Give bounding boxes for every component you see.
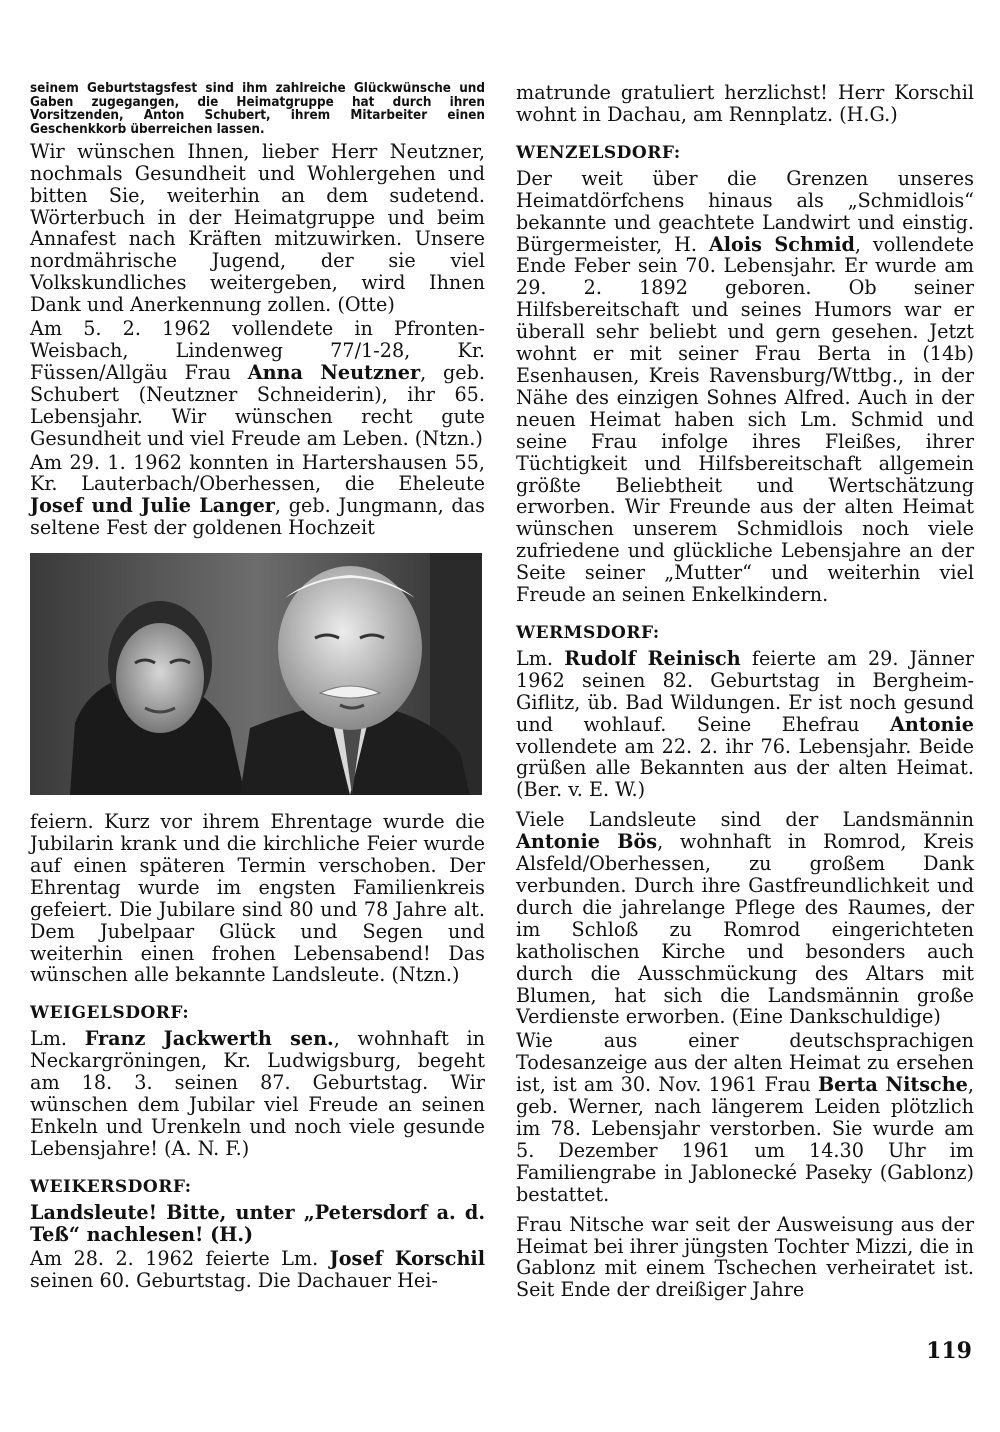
person-name: Antonie Bös [516, 830, 658, 854]
paragraph-neutzner-wishes: Wir wünschen Ihnen, lieber Herr Neutzner, nochmals Gesundheit und Wohlergehen und bitten Sie, weiterhin an dem sudetend. Wörterbuch in der Heimatgruppe und beim Annafest nach Kräften mitzuwirken. Unsere nordmährische Jugend, der sie viel Volkskundliches weitergeben, wird Ihnen Dank und Anerkennung zollen. (Otte) [30, 139, 485, 317]
left-column [30, 82, 485, 1293]
paragraph-boes: Viele Landsleute sind der Landsmännin Antonie Bös, wohnhaft in Romrod, Kreis Alsfeld/Oberhessen, zu großem Dank verbunden. Durch ihre Gastfreundlichkeit und durch die jahrelange Pflege des Raumes, der im Schloß zu Romrod eingerichteten katholischen Kirche und besonders auch durch die Ausschmückung des Altars mit Blumen, hat sich die Landsmännin große Verdienste erworben. (Eine Dankschuldige) [516, 808, 974, 1029]
paragraph-langer-continued: feiern. Kurz vor ihrem Ehrentage wurde die Jubilarin krank und die kirchliche Feier wurde auf einen späteren Termin verschoben. Der Ehrentag wurde im engsten Familienkreis gefeiert. Die Jubilare sind 80 und 78 Jahre alt. Dem Jubelpaar Glück und Segen und weiterhin einen frohen Lebensabend! Das wünschen alle bekannte Landsleute. (Ntzn.) [30, 810, 485, 987]
paragraph-reinisch: Lm. Rudolf Reinisch feierte am 29. Jänner 1962 seinen 82. Geburtstag in Bergheim-Giflitz, üb. Bad Wildungen. Er ist noch gesund und wohlauf. Seine Ehefrau Antonie vollendete am 22. 2. ihr 76. Lebensjahr. Beide grüßen alle Bekannten aus der alten Heimat. (Ber. v. E. W.) [516, 646, 975, 802]
couple-photo [30, 553, 482, 795]
person-name: Anna Neutzner [247, 360, 421, 384]
heading-weigelsdorf: WEIGELSDORF: [30, 1003, 190, 1024]
heading-weikersdorf: WEIKERSDORF: [30, 1176, 192, 1197]
paragraph-langer: Am 29. 1. 1962 konnten in Hartershausen 55, Kr. Lauterbach/Oberhessen, die Eheleute Josef und Julie Langer, geb. Jungmann, das seltene Fest der goldenen Hochzeit [30, 450, 486, 540]
person-name: Josef Korschil [329, 1246, 485, 1270]
page-number: 119 [926, 1338, 972, 1364]
heading-wenzelsdorf: WENZELSDORF: [516, 142, 681, 163]
paragraph-nitsche-continued: Frau Nitsche war seit der Ausweisung aus der Heimat bei ihrer jüngsten Tochter Mizzi, die in Gablonz mit einem Tschechen verheiratet ist. Seit Ende der dreißiger Jahre [516, 1212, 974, 1302]
person-name: Franz Jackwerth sen. [84, 1027, 334, 1051]
right-column [516, 82, 974, 1303]
paragraph-korschil-continued: matrunde gratuliert herzlichst! Herr Korschil wohnt in Dachau, am Rennplatz. (H.G.) [516, 81, 974, 126]
paragraph-anna-neutzner: Am 5. 2. 1962 vollendete in Pfronten-Weisbach, Lindenweg 77/1-28, Kr. Füssen/Allgäu Frau Anna Neutzner, geb. Schubert (Neutzner Schneiderin), ihr 65. Lebensjahr. Wir wünschen recht gute Gesundheit und viel Freude am Leben. (Ntzn.) [30, 317, 486, 450]
paragraph-korschil: Am 28. 2. 1962 feierte Lm. Josef Korschil seinen 60. Geburtstag. Die Dachauer Hei- [30, 1246, 485, 1292]
person-name: Alois Schmid [708, 232, 855, 256]
person-name: Josef und Julie Langer [30, 494, 275, 518]
paragraph-nitsche: Wie aus einer deutschsprachigen Todesanzeige aus der alten Heimat zu ersehen ist, ist am 30. Nov. 1961 Frau Berta Nitsche, geb. Werner, nach längerem Leiden plötzlich im 78. Lebensjahr verstorben. Sie wurde am 5. Dezember 1961 um 14.30 Uhr im Familiengrabe in Jablonecké Paseky (Gablonz) bestattet. [516, 1029, 974, 1206]
paragraph-schmid: Der weit über die Grenzen unseres Heimatdörfchens hinaus als „Schmidlois“ bekannte und geachtete Landwirt und einstig. Bürgermeister, H. Alois Schmid, vollendete Ende Feber sein 70. Lebensjahr. Er wurde am 29. 2. 1892 geboren. Ob seiner Hilfsbereitschaft und seines Humors war er überall sehr beliebt und gern gesehen. Jetzt wohnt er mit seiner Frau Berta in (14b) Esenhausen, Kreis Ravensburg/Wttbg., in der Nähe des einzigen Sohnes Alfred. Auch in der neuen Heimat haben sich Lm. Schmid und seine Frau infolge ihres Fleißes, ihrer Tüchtigkeit und Hilfsbereitschaft allgemein größte Beliebtheit und Wertschätzung erworben. Wir Freunde aus der alten Heimat wünschen unserem Schmidlois noch viele zufriedene und glückliche Lebensjahre an der Seite seiner „Mutter“ und weiterhin viel Freude an seinen Enkelkindern. [516, 166, 975, 607]
intro-paragraph: seinem Geburtstagsfest sind ihm zahlreiche Glückwünsche und Gaben zugegangen, die Heimatgruppe hat durch ihren Vorsitzenden, Anton Schubert, ihrem Mitarbeiter einen Geschenkkorb überreichen lassen. [30, 81, 485, 138]
paragraph-landsleute-notice: Landsleute! Bitte, unter „Petersdorf a. d. Teß“ nachlesen! (H.) [30, 1200, 485, 1246]
person-name: Rudolf Reinisch [564, 646, 741, 670]
person-name: Berta Nitsche [817, 1073, 968, 1097]
person-name: Antonie [890, 712, 974, 736]
paragraph-jackwerth: Lm. Franz Jackwerth sen., wohnhaft in Neckargröningen, Kr. Ludwigsburg, begeht am 18. 3. seinen 87. Geburtstag. Wir wünschen dem Jubilar viel Freude an seinen Enkeln und Urenkeln und noch viele gesunde Lebensjahre! (A. N. F.) [30, 1027, 486, 1160]
heading-wermsdorf: WERMSDORF: [516, 622, 660, 643]
